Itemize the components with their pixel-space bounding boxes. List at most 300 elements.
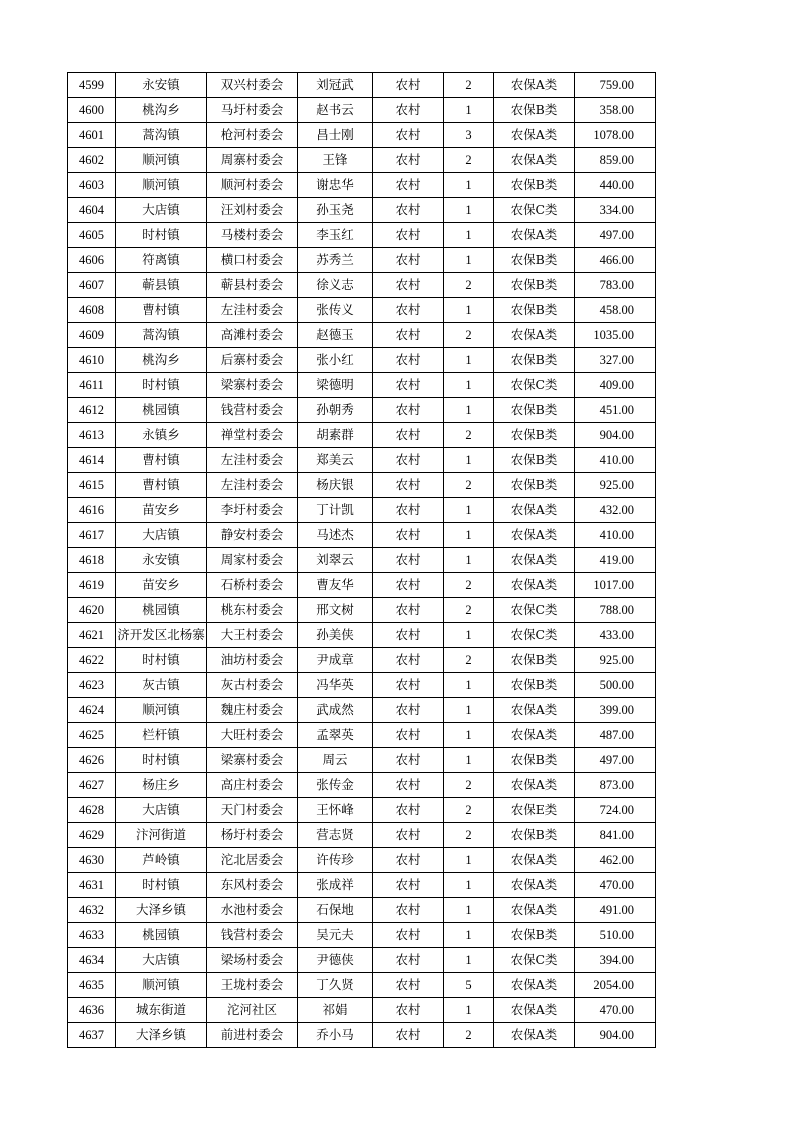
household-count-cell: 2 bbox=[444, 773, 494, 798]
amount-cell: 334.00 bbox=[575, 198, 656, 223]
household-count-cell: 1 bbox=[444, 873, 494, 898]
township-cell: 大泽乡镇 bbox=[116, 898, 207, 923]
insurance-category-cell: 农保A类 bbox=[494, 1023, 575, 1048]
insurance-category-cell: 农保A类 bbox=[494, 873, 575, 898]
amount-cell: 440.00 bbox=[575, 173, 656, 198]
amount-cell: 433.00 bbox=[575, 623, 656, 648]
household-count-cell: 3 bbox=[444, 123, 494, 148]
village-committee-cell: 油坊村委会 bbox=[207, 648, 298, 673]
village-committee-cell: 周家村委会 bbox=[207, 548, 298, 573]
insurance-category-cell: 农保B类 bbox=[494, 398, 575, 423]
row-number-cell: 4627 bbox=[68, 773, 116, 798]
table-row bbox=[68, 323, 656, 348]
area-type-cell: 农村 bbox=[373, 948, 444, 973]
row-number-cell: 4610 bbox=[68, 348, 116, 373]
household-count-cell: 2 bbox=[444, 273, 494, 298]
row-number-cell: 4618 bbox=[68, 548, 116, 573]
township-cell: 蕲县镇 bbox=[116, 273, 207, 298]
table-row bbox=[68, 1023, 656, 1048]
amount-cell: 904.00 bbox=[575, 1023, 656, 1048]
household-count-cell: 1 bbox=[444, 498, 494, 523]
row-number-cell: 4630 bbox=[68, 848, 116, 873]
row-number-cell: 4629 bbox=[68, 823, 116, 848]
table-row bbox=[68, 398, 656, 423]
insurance-category-cell: 农保A类 bbox=[494, 723, 575, 748]
amount-cell: 470.00 bbox=[575, 998, 656, 1023]
person-name-cell: 尹成章 bbox=[298, 648, 373, 673]
insurance-category-cell: 农保A类 bbox=[494, 148, 575, 173]
amount-cell: 419.00 bbox=[575, 548, 656, 573]
village-committee-cell: 王垅村委会 bbox=[207, 973, 298, 998]
amount-cell: 409.00 bbox=[575, 373, 656, 398]
row-number-cell: 4616 bbox=[68, 498, 116, 523]
amount-cell: 1035.00 bbox=[575, 323, 656, 348]
amount-cell: 510.00 bbox=[575, 923, 656, 948]
township-cell: 时村镇 bbox=[116, 648, 207, 673]
row-number-cell: 4602 bbox=[68, 148, 116, 173]
insurance-category-cell: 农保A类 bbox=[494, 998, 575, 1023]
area-type-cell: 农村 bbox=[373, 723, 444, 748]
area-type-cell: 农村 bbox=[373, 848, 444, 873]
row-number-cell: 4626 bbox=[68, 748, 116, 773]
village-committee-cell: 梁寨村委会 bbox=[207, 373, 298, 398]
insurance-category-cell: 农保A类 bbox=[494, 223, 575, 248]
township-cell: 汴河街道 bbox=[116, 823, 207, 848]
person-name-cell: 谢忠华 bbox=[298, 173, 373, 198]
table-row bbox=[68, 923, 656, 948]
township-cell: 永安镇 bbox=[116, 73, 207, 98]
person-name-cell: 曹友华 bbox=[298, 573, 373, 598]
household-count-cell: 1 bbox=[444, 398, 494, 423]
person-name-cell: 孟翠英 bbox=[298, 723, 373, 748]
amount-cell: 470.00 bbox=[575, 873, 656, 898]
area-type-cell: 农村 bbox=[373, 523, 444, 548]
household-count-cell: 1 bbox=[444, 698, 494, 723]
person-name-cell: 马述杰 bbox=[298, 523, 373, 548]
person-name-cell: 杨庆银 bbox=[298, 473, 373, 498]
table-row bbox=[68, 848, 656, 873]
table-row bbox=[68, 223, 656, 248]
village-committee-cell: 左洼村委会 bbox=[207, 298, 298, 323]
area-type-cell: 农村 bbox=[373, 673, 444, 698]
person-name-cell: 丁计凯 bbox=[298, 498, 373, 523]
township-cell: 苗安乡 bbox=[116, 498, 207, 523]
table-row bbox=[68, 748, 656, 773]
insurance-category-cell: 农保C类 bbox=[494, 198, 575, 223]
area-type-cell: 农村 bbox=[373, 448, 444, 473]
household-count-cell: 2 bbox=[444, 798, 494, 823]
row-number-cell: 4599 bbox=[68, 73, 116, 98]
village-committee-cell: 禅堂村委会 bbox=[207, 423, 298, 448]
area-type-cell: 农村 bbox=[373, 498, 444, 523]
row-number-cell: 4617 bbox=[68, 523, 116, 548]
insurance-category-cell: 农保B类 bbox=[494, 448, 575, 473]
insurance-category-cell: 农保B类 bbox=[494, 823, 575, 848]
area-type-cell: 农村 bbox=[373, 598, 444, 623]
township-cell: 城东街道 bbox=[116, 998, 207, 1023]
table-row bbox=[68, 623, 656, 648]
village-committee-cell: 钱营村委会 bbox=[207, 398, 298, 423]
area-type-cell: 农村 bbox=[373, 148, 444, 173]
table-row bbox=[68, 523, 656, 548]
person-name-cell: 梁德明 bbox=[298, 373, 373, 398]
area-type-cell: 农村 bbox=[373, 173, 444, 198]
table-row bbox=[68, 948, 656, 973]
township-cell: 苗安乡 bbox=[116, 573, 207, 598]
area-type-cell: 农村 bbox=[373, 98, 444, 123]
amount-cell: 873.00 bbox=[575, 773, 656, 798]
row-number-cell: 4628 bbox=[68, 798, 116, 823]
amount-cell: 462.00 bbox=[575, 848, 656, 873]
table-row bbox=[68, 648, 656, 673]
table-row bbox=[68, 248, 656, 273]
township-cell: 永安镇 bbox=[116, 548, 207, 573]
village-committee-cell: 石桥村委会 bbox=[207, 573, 298, 598]
amount-cell: 1017.00 bbox=[575, 573, 656, 598]
person-name-cell: 许传珍 bbox=[298, 848, 373, 873]
amount-cell: 2054.00 bbox=[575, 973, 656, 998]
table-row bbox=[68, 448, 656, 473]
township-cell: 大泽乡镇 bbox=[116, 1023, 207, 1048]
township-cell: 桃园镇 bbox=[116, 598, 207, 623]
row-number-cell: 4615 bbox=[68, 473, 116, 498]
area-type-cell: 农村 bbox=[373, 298, 444, 323]
table-row bbox=[68, 123, 656, 148]
village-committee-cell: 钱营村委会 bbox=[207, 923, 298, 948]
area-type-cell: 农村 bbox=[373, 473, 444, 498]
amount-cell: 1078.00 bbox=[575, 123, 656, 148]
village-committee-cell: 蕲县村委会 bbox=[207, 273, 298, 298]
table-row bbox=[68, 273, 656, 298]
table-body bbox=[68, 73, 656, 1048]
person-name-cell: 周云 bbox=[298, 748, 373, 773]
area-type-cell: 农村 bbox=[373, 198, 444, 223]
insurance-category-cell: 农保A类 bbox=[494, 898, 575, 923]
village-committee-cell: 汪刘村委会 bbox=[207, 198, 298, 223]
township-cell: 顺河镇 bbox=[116, 173, 207, 198]
township-cell: 顺河镇 bbox=[116, 973, 207, 998]
person-name-cell: 徐义志 bbox=[298, 273, 373, 298]
person-name-cell: 孙美侠 bbox=[298, 623, 373, 648]
area-type-cell: 农村 bbox=[373, 73, 444, 98]
village-committee-cell: 沱河社区 bbox=[207, 998, 298, 1023]
row-number-cell: 4609 bbox=[68, 323, 116, 348]
person-name-cell: 尹德侠 bbox=[298, 948, 373, 973]
amount-cell: 491.00 bbox=[575, 898, 656, 923]
township-cell: 符离镇 bbox=[116, 248, 207, 273]
row-number-cell: 4625 bbox=[68, 723, 116, 748]
row-number-cell: 4631 bbox=[68, 873, 116, 898]
insurance-category-cell: 农保A类 bbox=[494, 323, 575, 348]
person-name-cell: 李玉红 bbox=[298, 223, 373, 248]
table-row bbox=[68, 348, 656, 373]
table-row bbox=[68, 98, 656, 123]
village-committee-cell: 水池村委会 bbox=[207, 898, 298, 923]
household-count-cell: 2 bbox=[444, 648, 494, 673]
township-cell: 顺河镇 bbox=[116, 148, 207, 173]
person-name-cell: 冯华英 bbox=[298, 673, 373, 698]
household-count-cell: 2 bbox=[444, 598, 494, 623]
insurance-category-cell: 农保B类 bbox=[494, 173, 575, 198]
insurance-category-cell: 农保A类 bbox=[494, 773, 575, 798]
area-type-cell: 农村 bbox=[373, 223, 444, 248]
row-number-cell: 4636 bbox=[68, 998, 116, 1023]
amount-cell: 841.00 bbox=[575, 823, 656, 848]
insurance-category-cell: 农保A类 bbox=[494, 73, 575, 98]
village-committee-cell: 灰古村委会 bbox=[207, 673, 298, 698]
village-committee-cell: 横口村委会 bbox=[207, 248, 298, 273]
township-cell: 济开发区北杨寨 bbox=[116, 623, 207, 648]
household-count-cell: 2 bbox=[444, 823, 494, 848]
village-committee-cell: 天门村委会 bbox=[207, 798, 298, 823]
insurance-category-cell: 农保E类 bbox=[494, 798, 575, 823]
household-count-cell: 1 bbox=[444, 673, 494, 698]
person-name-cell: 赵书云 bbox=[298, 98, 373, 123]
area-type-cell: 农村 bbox=[373, 648, 444, 673]
village-committee-cell: 大王村委会 bbox=[207, 623, 298, 648]
village-committee-cell: 马圩村委会 bbox=[207, 98, 298, 123]
area-type-cell: 农村 bbox=[373, 923, 444, 948]
row-number-cell: 4600 bbox=[68, 98, 116, 123]
amount-cell: 925.00 bbox=[575, 473, 656, 498]
insurance-category-cell: 农保A类 bbox=[494, 548, 575, 573]
township-cell: 芦岭镇 bbox=[116, 848, 207, 873]
area-type-cell: 农村 bbox=[373, 398, 444, 423]
row-number-cell: 4624 bbox=[68, 698, 116, 723]
row-number-cell: 4623 bbox=[68, 673, 116, 698]
person-name-cell: 刘冠武 bbox=[298, 73, 373, 98]
township-cell: 桃沟乡 bbox=[116, 348, 207, 373]
amount-cell: 497.00 bbox=[575, 223, 656, 248]
village-committee-cell: 梁场村委会 bbox=[207, 948, 298, 973]
person-name-cell: 胡素群 bbox=[298, 423, 373, 448]
person-name-cell: 祁娟 bbox=[298, 998, 373, 1023]
village-committee-cell: 大旺村委会 bbox=[207, 723, 298, 748]
amount-cell: 432.00 bbox=[575, 498, 656, 523]
household-count-cell: 1 bbox=[444, 198, 494, 223]
table-row bbox=[68, 873, 656, 898]
insurance-category-cell: 农保B类 bbox=[494, 273, 575, 298]
table-row bbox=[68, 473, 656, 498]
village-committee-cell: 左洼村委会 bbox=[207, 473, 298, 498]
insurance-category-cell: 农保A类 bbox=[494, 498, 575, 523]
amount-cell: 487.00 bbox=[575, 723, 656, 748]
township-cell: 时村镇 bbox=[116, 873, 207, 898]
amount-cell: 458.00 bbox=[575, 298, 656, 323]
person-name-cell: 石保地 bbox=[298, 898, 373, 923]
amount-cell: 394.00 bbox=[575, 948, 656, 973]
row-number-cell: 4613 bbox=[68, 423, 116, 448]
person-name-cell: 邢文树 bbox=[298, 598, 373, 623]
person-name-cell: 武成然 bbox=[298, 698, 373, 723]
area-type-cell: 农村 bbox=[373, 798, 444, 823]
row-number-cell: 4637 bbox=[68, 1023, 116, 1048]
insurance-category-cell: 农保B类 bbox=[494, 98, 575, 123]
township-cell: 曹村镇 bbox=[116, 448, 207, 473]
township-cell: 栏杆镇 bbox=[116, 723, 207, 748]
area-type-cell: 农村 bbox=[373, 973, 444, 998]
household-count-cell: 2 bbox=[444, 473, 494, 498]
amount-cell: 410.00 bbox=[575, 448, 656, 473]
table-row bbox=[68, 73, 656, 98]
row-number-cell: 4603 bbox=[68, 173, 116, 198]
township-cell: 顺河镇 bbox=[116, 698, 207, 723]
row-number-cell: 4635 bbox=[68, 973, 116, 998]
table-row bbox=[68, 198, 656, 223]
amount-cell: 859.00 bbox=[575, 148, 656, 173]
row-number-cell: 4620 bbox=[68, 598, 116, 623]
person-name-cell: 吴元夫 bbox=[298, 923, 373, 948]
table-row bbox=[68, 823, 656, 848]
village-committee-cell: 静安村委会 bbox=[207, 523, 298, 548]
amount-cell: 358.00 bbox=[575, 98, 656, 123]
row-number-cell: 4614 bbox=[68, 448, 116, 473]
table-row bbox=[68, 698, 656, 723]
township-cell: 蒿沟镇 bbox=[116, 123, 207, 148]
person-name-cell: 赵德玉 bbox=[298, 323, 373, 348]
township-cell: 杨庄乡 bbox=[116, 773, 207, 798]
area-type-cell: 农村 bbox=[373, 248, 444, 273]
village-committee-cell: 魏庄村委会 bbox=[207, 698, 298, 723]
village-committee-cell: 枪河村委会 bbox=[207, 123, 298, 148]
village-committee-cell: 顺河村委会 bbox=[207, 173, 298, 198]
household-count-cell: 1 bbox=[444, 998, 494, 1023]
table-row bbox=[68, 673, 656, 698]
insurance-category-cell: 农保B类 bbox=[494, 923, 575, 948]
insurance-category-cell: 农保C类 bbox=[494, 623, 575, 648]
row-number-cell: 4632 bbox=[68, 898, 116, 923]
table-row bbox=[68, 723, 656, 748]
household-count-cell: 1 bbox=[444, 173, 494, 198]
table-row bbox=[68, 773, 656, 798]
village-committee-cell: 梁寨村委会 bbox=[207, 748, 298, 773]
row-number-cell: 4634 bbox=[68, 948, 116, 973]
row-number-cell: 4612 bbox=[68, 398, 116, 423]
area-type-cell: 农村 bbox=[373, 898, 444, 923]
insurance-category-cell: 农保A类 bbox=[494, 523, 575, 548]
village-committee-cell: 沱北居委会 bbox=[207, 848, 298, 873]
area-type-cell: 农村 bbox=[373, 748, 444, 773]
household-count-cell: 1 bbox=[444, 223, 494, 248]
row-number-cell: 4619 bbox=[68, 573, 116, 598]
area-type-cell: 农村 bbox=[373, 373, 444, 398]
table-row bbox=[68, 898, 656, 923]
township-cell: 曹村镇 bbox=[116, 473, 207, 498]
amount-cell: 783.00 bbox=[575, 273, 656, 298]
table-row bbox=[68, 973, 656, 998]
household-count-cell: 5 bbox=[444, 973, 494, 998]
area-type-cell: 农村 bbox=[373, 323, 444, 348]
insurance-category-cell: 农保B类 bbox=[494, 473, 575, 498]
amount-cell: 788.00 bbox=[575, 598, 656, 623]
area-type-cell: 农村 bbox=[373, 873, 444, 898]
insurance-category-cell: 农保A类 bbox=[494, 848, 575, 873]
amount-cell: 925.00 bbox=[575, 648, 656, 673]
table-row bbox=[68, 598, 656, 623]
village-committee-cell: 高庄村委会 bbox=[207, 773, 298, 798]
village-committee-cell: 杨圩村委会 bbox=[207, 823, 298, 848]
insurance-category-cell: 农保B类 bbox=[494, 748, 575, 773]
household-count-cell: 1 bbox=[444, 848, 494, 873]
area-type-cell: 农村 bbox=[373, 698, 444, 723]
person-name-cell: 郑美云 bbox=[298, 448, 373, 473]
area-type-cell: 农村 bbox=[373, 623, 444, 648]
row-number-cell: 4608 bbox=[68, 298, 116, 323]
person-name-cell: 张小红 bbox=[298, 348, 373, 373]
table-row bbox=[68, 573, 656, 598]
area-type-cell: 农村 bbox=[373, 773, 444, 798]
household-count-cell: 1 bbox=[444, 373, 494, 398]
person-name-cell: 王怀峰 bbox=[298, 798, 373, 823]
village-committee-cell: 周寨村委会 bbox=[207, 148, 298, 173]
household-count-cell: 1 bbox=[444, 248, 494, 273]
household-count-cell: 1 bbox=[444, 98, 494, 123]
township-cell: 时村镇 bbox=[116, 223, 207, 248]
household-count-cell: 1 bbox=[444, 948, 494, 973]
row-number-cell: 4606 bbox=[68, 248, 116, 273]
household-count-cell: 1 bbox=[444, 298, 494, 323]
amount-cell: 497.00 bbox=[575, 748, 656, 773]
household-count-cell: 1 bbox=[444, 623, 494, 648]
township-cell: 大店镇 bbox=[116, 798, 207, 823]
village-committee-cell: 东风村委会 bbox=[207, 873, 298, 898]
area-type-cell: 农村 bbox=[373, 123, 444, 148]
township-cell: 灰古镇 bbox=[116, 673, 207, 698]
village-committee-cell: 高滩村委会 bbox=[207, 323, 298, 348]
amount-cell: 759.00 bbox=[575, 73, 656, 98]
insurance-category-cell: 农保B类 bbox=[494, 648, 575, 673]
person-name-cell: 孙朝秀 bbox=[298, 398, 373, 423]
insurance-category-cell: 农保A类 bbox=[494, 123, 575, 148]
amount-cell: 500.00 bbox=[575, 673, 656, 698]
household-count-cell: 1 bbox=[444, 898, 494, 923]
insurance-category-cell: 农保B类 bbox=[494, 298, 575, 323]
township-cell: 曹村镇 bbox=[116, 298, 207, 323]
insurance-category-cell: 农保B类 bbox=[494, 423, 575, 448]
insurance-category-cell: 农保B类 bbox=[494, 673, 575, 698]
amount-cell: 399.00 bbox=[575, 698, 656, 723]
row-number-cell: 4621 bbox=[68, 623, 116, 648]
insurance-category-cell: 农保A类 bbox=[494, 973, 575, 998]
township-cell: 时村镇 bbox=[116, 748, 207, 773]
household-count-cell: 2 bbox=[444, 423, 494, 448]
insurance-category-cell: 农保A类 bbox=[494, 698, 575, 723]
village-committee-cell: 前进村委会 bbox=[207, 1023, 298, 1048]
village-committee-cell: 双兴村委会 bbox=[207, 73, 298, 98]
person-name-cell: 昌士刚 bbox=[298, 123, 373, 148]
insurance-category-cell: 农保C类 bbox=[494, 373, 575, 398]
table-row bbox=[68, 998, 656, 1023]
table-row bbox=[68, 798, 656, 823]
row-number-cell: 4622 bbox=[68, 648, 116, 673]
village-committee-cell: 马楼村委会 bbox=[207, 223, 298, 248]
row-number-cell: 4633 bbox=[68, 923, 116, 948]
table-row bbox=[68, 548, 656, 573]
amount-cell: 724.00 bbox=[575, 798, 656, 823]
township-cell: 大店镇 bbox=[116, 198, 207, 223]
row-number-cell: 4604 bbox=[68, 198, 116, 223]
area-type-cell: 农村 bbox=[373, 548, 444, 573]
person-name-cell: 营志贤 bbox=[298, 823, 373, 848]
amount-cell: 904.00 bbox=[575, 423, 656, 448]
area-type-cell: 农村 bbox=[373, 573, 444, 598]
household-count-cell: 1 bbox=[444, 723, 494, 748]
row-number-cell: 4605 bbox=[68, 223, 116, 248]
area-type-cell: 农村 bbox=[373, 998, 444, 1023]
insurance-category-cell: 农保A类 bbox=[494, 573, 575, 598]
person-name-cell: 乔小马 bbox=[298, 1023, 373, 1048]
person-name-cell: 刘翠云 bbox=[298, 548, 373, 573]
